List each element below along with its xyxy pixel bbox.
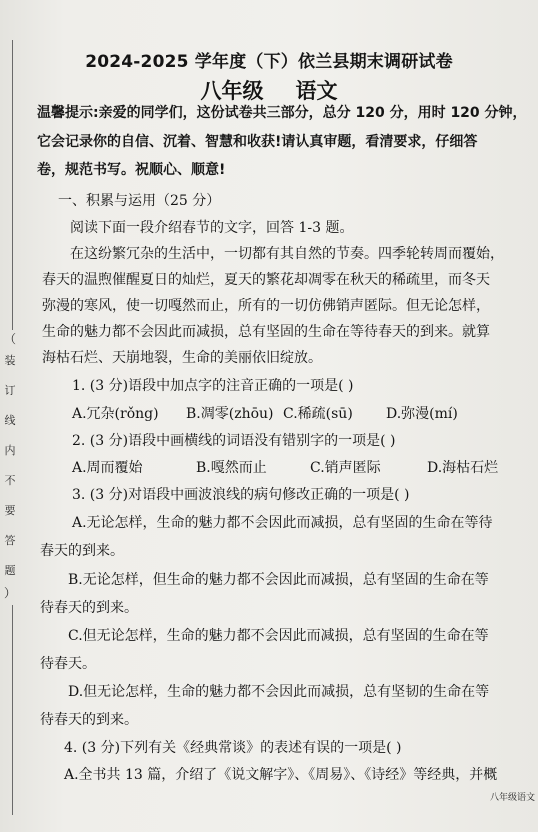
binding-margin-text [0,332,20,600]
q1-stem: 1. (3 分)语段中加点字的注音正确的一项是( ) [72,378,354,394]
q2-option-a: A.周而覆始 [72,460,143,476]
passage-line-5: 海枯石烂、天崩地裂，生命的美丽依旧绽放。 [42,350,322,366]
q1-option-a: A.冗杂(rǒng) [72,406,159,422]
q3-option-a-line-2: 春天的到来。 [40,543,124,559]
q2-option-c: C.销声匿际 [310,460,381,476]
section-heading: 一、积累与运用（25 分） [58,193,221,209]
binding-char: 要 [4,504,16,517]
q4-stem: 4. (3 分)下列有关《经典常谈》的表述有误的一项是( ) [64,740,402,756]
notice-line-2: 它会记录你的自信、沉着、智慧和收获!请认真审题，看清要求，仔细答 [37,134,478,150]
binding-char: 订 [4,384,16,397]
binding-open-paren: （ [3,332,16,346]
q3-option-d-line-1: D.但无论怎样，生命的魅力都不会因此而减损，总有坚韧的生命在等 [68,684,490,700]
q1-option-c: C.稀疏(sū) [283,406,353,422]
q2-stem: 2. (3 分)语段中画横线的词语没有错别字的一项是( ) [72,433,396,449]
q3-option-a-line-1: A.无论怎样，生命的魅力都不会因此而减损，总有坚固的生命在等待 [72,515,493,531]
binding-char: 答 [4,534,16,547]
section-intro: 阅读下面一段介绍春节的文字，回答 1-3 题。 [70,220,354,236]
q1-option-d: D.弥漫(mí) [386,406,458,422]
passage-line-4: 生命的魅力都不会因此而减损，总有坚固的生命在等待春天的到来。就算 [42,324,490,340]
subject-label: 语文 [295,79,338,103]
q2-option-d: D.海枯石烂 [427,460,499,476]
binding-char: 线 [4,414,16,427]
passage-line-1: 在这纷繁冗杂的生活中，一切都有其自然的节奏。四季轮转周而覆始， [70,246,504,262]
q2-option-b: B.嘎然而止 [196,460,267,476]
binding-line-lower [12,605,13,815]
binding-char: 题 [4,564,16,577]
binding-char: 不 [4,474,16,487]
q3-option-c-line-2: 待春天。 [40,656,96,672]
binding-char: 内 [4,444,16,457]
q1-option-b: B.凋零(zhōu) [186,406,274,422]
notice-line-3: 卷，规范书写。祝顺心、顺意! [37,162,226,178]
grade-subject-heading [0,75,538,105]
grade-label: 八年级 [200,79,264,103]
passage-line-2: 春天的温煦催醒夏日的灿烂，夏天的繁花却凋零在秋天的稀疏里，而冬天 [42,272,490,288]
notice-line-1: 温馨提示:亲爱的同学们，这份试卷共三部分，总分 120 分，用时 120 分钟， [37,105,527,121]
page-footer-label: 八年级语文 [490,793,536,803]
binding-char: 装 [4,354,16,367]
q3-option-d-line-2: 待春天的到来。 [40,712,138,728]
passage-line-3: 弥漫的寒风，使一切嘎然而止，所有的一切仿佛销声匿际。但无论怎样， [42,298,490,314]
q3-option-b-line-1: B.无论怎样，但生命的魅力都不会因此而减损，总有坚固的生命在等 [68,572,489,588]
q3-option-b-line-2: 待春天的到来。 [40,600,138,616]
q3-stem: 3. (3 分)对语段中画波浪线的病句修改正确的一项是( ) [72,487,410,503]
q3-option-c-line-1: C.但无论怎样，生命的魅力都不会因此而减损，总有坚固的生命在等 [68,628,489,644]
q4-option-a-line-1: A.全书共 13 篇，介绍了《说文解字》、《周易》、《诗经》等经典，并概 [64,767,498,783]
exam-title: 2024-2025 学年度（下）依兰县期末调研试卷 [85,52,453,72]
binding-close-paren: ） [3,586,16,600]
